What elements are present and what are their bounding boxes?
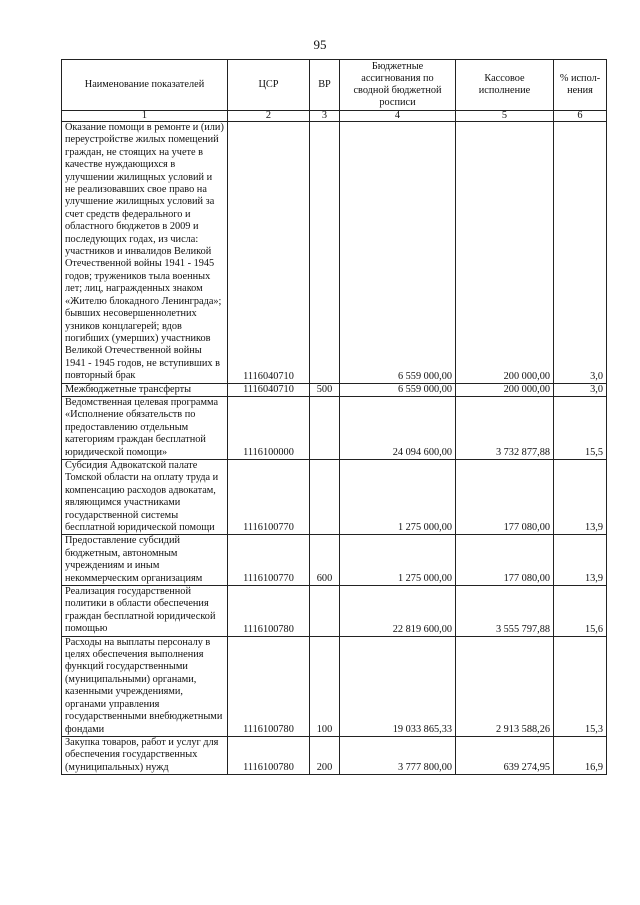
column-number: 3 (310, 111, 340, 122)
table-header-row (62, 60, 607, 111)
row-budget: 6 559 000,00 (340, 383, 456, 396)
row-cash: 177 080,00 (456, 459, 554, 534)
row-name: Субсидия Адвокатской палате Томской области на оплату труда и компенсацию расходов адвокатам, являющимся участниками государственной системы бесплатной юридической помощи (62, 459, 228, 534)
row-pct: 13,9 (554, 459, 607, 534)
row-name: Межбюджетные трансферты (62, 383, 228, 396)
row-csr: 1116040710 (228, 383, 310, 396)
column-number: 5 (456, 111, 554, 122)
row-name: Оказание помощи в ремонте и (или) переустройстве жилых помещений граждан, не стоящих на учете в качестве нуждающихся в улучшении жилищных условий и не реализовавших свое право на улучшение жилищных условий за счет средств федерального и областного бюджетов в 2009 и последующих годах, из числа: участников и инвалидов Великой Отечественной войны 1941 - 1945 годов; тружеников тыла военных лет; лиц, награжденных знаком «Жителю блокадного Ленинграда»; бывших несовершеннолетних узников концлагерей; вдов погибших (умерших) участников Великой Отечественной войны 1941 - 1945 годов, не вступивших в повторный брак (62, 122, 228, 384)
row-csr: 1116100780 (228, 736, 310, 774)
page-number: 95 (313, 37, 327, 52)
row-vr (310, 396, 340, 459)
row-csr: 1116100780 (228, 636, 310, 736)
row-pct: 13,9 (554, 535, 607, 586)
row-csr: 1116100770 (228, 535, 310, 586)
row-budget: 6 559 000,00 (340, 122, 456, 384)
column-number: 1 (62, 111, 228, 122)
row-name: Закупка товаров, работ и услуг для обеспечения государственных (муниципальных) нужд (62, 736, 228, 774)
row-vr: 600 (310, 535, 340, 586)
row-vr (310, 586, 340, 637)
row-vr: 100 (310, 636, 340, 736)
row-pct: 16,9 (554, 736, 607, 774)
table-row (62, 636, 607, 736)
column-number-row (62, 111, 607, 122)
table-row (62, 459, 607, 534)
row-csr: 1116100780 (228, 586, 310, 637)
row-name: Реализация государственной политики в области обеспечения граждан бесплатной юридической помощью (62, 586, 228, 637)
row-pct: 3,0 (554, 122, 607, 384)
header-name: Наименование показателей (62, 60, 228, 111)
header-pct: % испол-нения (554, 60, 607, 111)
row-vr (310, 459, 340, 534)
table-row (62, 535, 607, 586)
column-number: 2 (228, 111, 310, 122)
table-row (62, 586, 607, 637)
row-pct: 15,5 (554, 396, 607, 459)
header-cash: Кассовое исполнение (456, 60, 554, 111)
row-name: Расходы на выплаты персоналу в целях обеспечения выполнения функций государственными (муниципальными) органами, казенными учреждениями, органами управления государственными внебюджетными фондами (62, 636, 228, 736)
header-csr: ЦСР (228, 60, 310, 111)
row-vr (310, 122, 340, 384)
row-name: Предоставление субсидий бюджетным, автономным учреждениям и иным некоммерческим организациям (62, 535, 228, 586)
row-vr: 500 (310, 383, 340, 396)
row-cash: 200 000,00 (456, 383, 554, 396)
row-csr: 1116040710 (228, 122, 310, 384)
header-vr: ВР (310, 60, 340, 111)
table-row (62, 122, 607, 384)
row-cash: 3 555 797,88 (456, 586, 554, 637)
row-cash: 200 000,00 (456, 122, 554, 384)
row-budget: 1 275 000,00 (340, 535, 456, 586)
row-name: Ведомственная целевая программа «Исполнение обязательств по предоставлению отдельным категориям граждан бесплатной юридической помощи» (62, 396, 228, 459)
row-csr: 1116100770 (228, 459, 310, 534)
table-row (62, 383, 607, 396)
column-number: 4 (340, 111, 456, 122)
row-cash: 2 913 588,26 (456, 636, 554, 736)
column-number: 6 (554, 111, 607, 122)
row-vr: 200 (310, 736, 340, 774)
row-cash: 639 274,95 (456, 736, 554, 774)
row-csr: 1116100000 (228, 396, 310, 459)
row-cash: 3 732 877,88 (456, 396, 554, 459)
row-budget: 3 777 800,00 (340, 736, 456, 774)
row-pct: 15,3 (554, 636, 607, 736)
row-budget: 19 033 865,33 (340, 636, 456, 736)
row-cash: 177 080,00 (456, 535, 554, 586)
row-pct: 15,6 (554, 586, 607, 637)
budget-execution-table (61, 59, 607, 775)
row-budget: 1 275 000,00 (340, 459, 456, 534)
row-pct: 3,0 (554, 383, 607, 396)
table-row (62, 396, 607, 459)
row-budget: 22 819 600,00 (340, 586, 456, 637)
row-budget: 24 094 600,00 (340, 396, 456, 459)
table-row (62, 736, 607, 774)
header-budget: Бюджетные ассигнования по сводной бюджетной росписи (340, 60, 456, 111)
